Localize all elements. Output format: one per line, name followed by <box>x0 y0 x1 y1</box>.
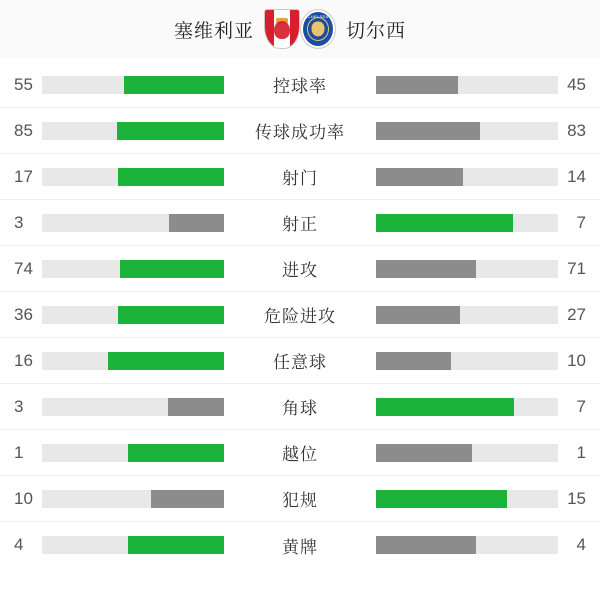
away-bar-track <box>376 352 558 370</box>
home-bar-track <box>42 122 224 140</box>
home-team-name: 塞维利亚 <box>173 20 254 42</box>
stat-row <box>0 430 600 476</box>
chelsea-crest-icon <box>300 9 336 49</box>
stat-row <box>0 108 600 154</box>
home-bar-track <box>42 536 224 554</box>
home-value: 36 <box>14 304 33 324</box>
home-bar-fill <box>168 398 224 416</box>
away-value: 7 <box>576 396 586 416</box>
home-bar-fill <box>128 444 224 462</box>
away-bar-fill <box>376 398 514 416</box>
away-bar-fill <box>376 76 458 94</box>
stats-rows <box>0 58 600 568</box>
away-bar-track <box>376 214 558 232</box>
away-value: 27 <box>567 304 586 324</box>
home-value: 74 <box>14 258 33 278</box>
home-value: 16 <box>14 350 33 370</box>
stat-row <box>0 62 600 108</box>
away-bar-track <box>376 444 558 462</box>
home-bar-track <box>42 490 224 508</box>
home-bar-track <box>42 214 224 232</box>
home-bar-fill <box>120 260 224 278</box>
home-bar-track <box>42 168 224 186</box>
stat-row <box>0 476 600 522</box>
stat-row <box>0 200 600 246</box>
away-bar-fill <box>376 260 476 278</box>
away-bar-fill <box>376 168 463 186</box>
away-bar-track <box>376 122 558 140</box>
home-value: 3 <box>14 396 24 416</box>
home-team[interactable] <box>110 9 300 49</box>
away-value: 14 <box>567 166 586 186</box>
home-bar-track <box>42 398 224 416</box>
away-bar-fill <box>376 490 507 508</box>
home-value: 55 <box>14 74 33 94</box>
away-bar-fill <box>376 352 451 370</box>
away-value: 83 <box>567 120 586 140</box>
away-bar-fill <box>376 122 480 140</box>
away-bar-fill <box>376 444 472 462</box>
stat-row <box>0 292 600 338</box>
stat-label: 射正 <box>282 215 318 234</box>
sevilla-crest-icon <box>264 9 300 49</box>
home-value: 17 <box>14 166 33 186</box>
home-bar-fill <box>117 122 224 140</box>
away-bar-track <box>376 398 558 416</box>
away-bar-track <box>376 536 558 554</box>
away-bar-track <box>376 490 558 508</box>
stat-label: 射门 <box>282 169 318 188</box>
home-bar-fill <box>124 76 224 94</box>
stat-label: 控球率 <box>273 77 327 96</box>
away-value: 7 <box>576 212 586 232</box>
away-value: 4 <box>576 535 586 554</box>
away-bar-track <box>376 76 558 94</box>
home-bar-track <box>42 352 224 370</box>
home-value: 1 <box>14 442 24 462</box>
stat-row <box>0 522 600 568</box>
home-value: 85 <box>14 120 33 140</box>
home-bar-track <box>42 76 224 94</box>
home-bar-fill <box>128 536 224 554</box>
home-bar-fill <box>118 306 224 324</box>
away-value: 10 <box>567 350 586 370</box>
home-bar-fill <box>108 352 224 370</box>
stat-label: 传球成功率 <box>255 123 345 142</box>
stat-label: 越位 <box>282 445 318 464</box>
stat-row <box>0 154 600 200</box>
home-value: 10 <box>14 488 33 508</box>
home-value: 3 <box>14 212 24 232</box>
away-value: 15 <box>567 488 586 508</box>
home-bar-fill <box>151 490 224 508</box>
away-team[interactable] <box>300 9 490 49</box>
panel-footer <box>0 568 600 586</box>
stat-label: 进攻 <box>282 261 318 280</box>
away-bar-track <box>376 306 558 324</box>
away-value: 71 <box>567 258 586 278</box>
away-bar-fill <box>376 306 460 324</box>
away-value: 45 <box>567 74 586 94</box>
stat-label: 角球 <box>282 399 318 418</box>
away-bar-fill <box>376 214 513 232</box>
stat-row <box>0 338 600 384</box>
stat-label: 犯规 <box>282 491 318 510</box>
stat-row <box>0 384 600 430</box>
away-team-name: 切尔西 <box>346 20 407 42</box>
home-bar-track <box>42 306 224 324</box>
away-bar-track <box>376 260 558 278</box>
teams-header <box>0 0 600 58</box>
home-bar-track <box>42 260 224 278</box>
away-bar-fill <box>376 536 476 554</box>
stat-label: 任意球 <box>273 353 327 372</box>
home-bar-fill <box>118 168 224 186</box>
away-value: 1 <box>576 442 586 462</box>
stat-row <box>0 246 600 292</box>
away-bar-track <box>376 168 558 186</box>
home-bar-fill <box>169 214 224 232</box>
stat-label: 黄牌 <box>282 537 318 557</box>
home-bar-track <box>42 444 224 462</box>
stat-label: 危险进攻 <box>264 307 336 326</box>
chelsea-crest-text: CHELSEA <box>307 14 329 19</box>
home-value: 4 <box>14 535 24 554</box>
